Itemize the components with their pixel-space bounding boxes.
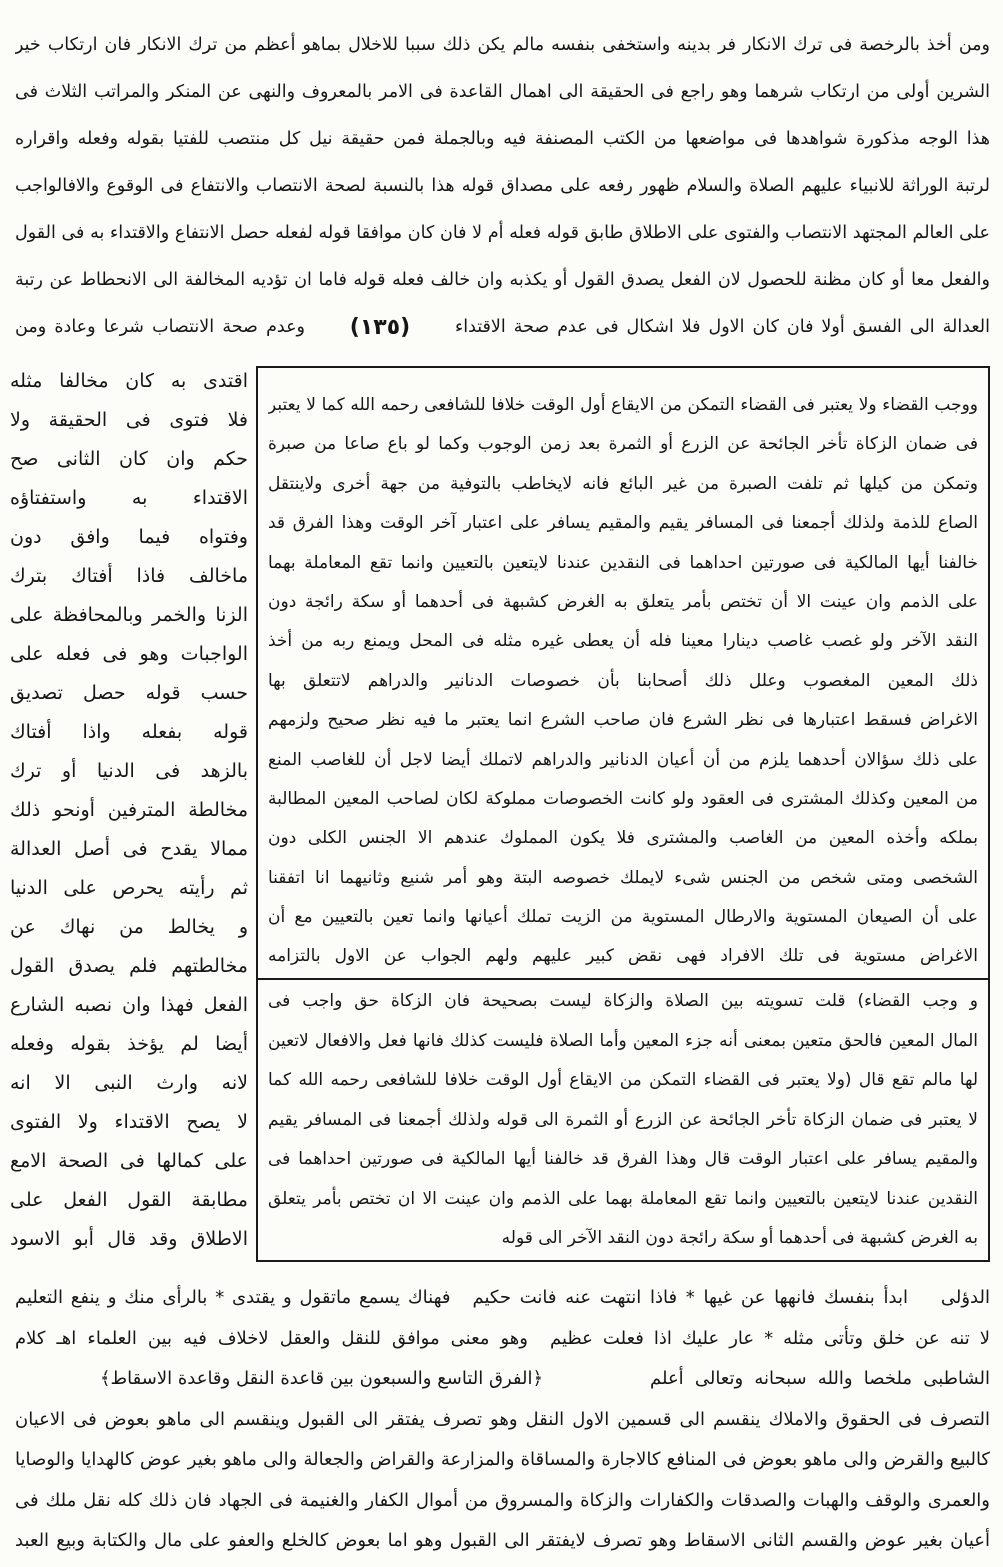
verse-line-1 <box>15 1278 990 1319</box>
verse-line-2 <box>15 1319 990 1360</box>
matn-line: من المعين وكذلك المشترى فى العقود ولو كانت الخصوصات مملوكة لكان لصاحب المعين المطالبة <box>268 788 978 809</box>
side-column-line: فلا فتوى فى الحقيقة ولا <box>10 409 248 431</box>
section-heading-line <box>15 1359 990 1400</box>
commentary-line: النقدين عندنا لايتعين بالتعيين وانما تقع المعاملة بهما على الذمم وان عينت الا ان تختص بأمر يتعلق <box>268 1188 978 1209</box>
verse-followup-text: وهو معنى موافق للنقل والعقل لاخلاف فيه بين العلماء اهـ كلام <box>15 1327 528 1349</box>
side-column-line: بالزهد فى الدنيا أو ترك <box>10 760 248 782</box>
upper-text-line: الشرين أولى من ارتكاب شرهما وهو راجع فى الحقيقة الى اهمال القاعدة فى الامر بالمعروف والنهى عن المنكر والمراتب الثلاث فى <box>15 82 990 102</box>
lower-text-line: والعمرى والوقف والهبات والصدقات والكفارات والزكاة والمسروق من أموال الكفار والغنيمة فى الجهاد فان ذلك كله نقل ملك فى <box>15 1489 990 1511</box>
matn-section <box>258 368 988 980</box>
side-column-line: على كمالها فى الصحة الامع <box>10 1150 248 1172</box>
upper-text-block <box>15 22 990 351</box>
side-column-line: ثم رأيته يحرص على الدنيا <box>10 877 248 899</box>
matn-line: ذلك المعين المغصوب وعلل ذلك أصحابنا بأن خصوصات الدنانير والدراهم لاتتعلق بها <box>268 670 978 691</box>
side-column-line: اقتدى به كان مخالفا مثله <box>10 370 248 392</box>
matn-line: بملكه وأخذه المعين من الغاصب والمشترى فلا يكون المملوك عندهم الا الجنس الكلى دون <box>268 828 978 849</box>
framed-text-box <box>256 366 990 1262</box>
matn-line: على أن الصيعان المستوية والارطال المستوية من الزيت تملك أعيانها وانما تعين بالتعيين مع أن <box>268 907 978 928</box>
commentary-line: والمقيم يسافر على اعتبار الوقت قال وهذا الفرق قد خالفنا أيها المالكية فى صورتين احداهما فى <box>268 1149 978 1169</box>
matn-line: فى ضمان الزكاة تأخر الجائحة عن الزرع أو الثمرة بعد زمن الوجوب وكما لو باع صاعا من صبرة <box>268 434 978 455</box>
upper-text-line: لرتبة الوراثة للانبياء عليهم الصلاة والسلام ظهور رفعه على مصداق قوله هذا بالنسبة لصحة الانتصاب والانتفاع فى الوقوع والافالواجب <box>15 176 990 196</box>
upper-text-line: على العالم المجتهد الانتصاب والفتوى على الاطلاق طابق قوله فعله أم لا فان كان موافقا قوله لفعله حصل الانتفاع والاقتداء به فى القول <box>15 223 990 243</box>
page-number-line <box>15 304 990 351</box>
verse-1: ابدأ بنفسك فانهها عن غيها * فاذا انتهت عنه فانت حكيم <box>472 1287 908 1308</box>
page-number: (١٣٥) <box>349 315 411 340</box>
side-column-line: حكم وان كان الثانى صح <box>10 448 248 470</box>
commentary-line: و وجب القضاء) قلت تسويته بين الصلاة والزكاة ليست بصحيحة فان الزكاة حق واجب فى <box>268 991 978 1011</box>
upper-text-lines <box>15 22 990 304</box>
side-column-line: ماخالف فاذا أفتاك بترك <box>10 565 248 587</box>
upper-text-line: والفعل معا أو كان مظنة للحصول لان الفعل يصدق القول أو يكذبه وان خالف فعله قوله فاما ان تؤديه المخالفة الى الانحطاط عن رتبة <box>15 270 990 290</box>
side-column-line: و يخالط من نهاك عن <box>10 916 248 938</box>
commentary-line: به الغرض كشبهة فى أحدهما أو سكة رائجة دون النقد الآخر الى قوله <box>501 1228 978 1248</box>
side-column-line: قوله بفعله واذا أفتاك <box>10 721 248 743</box>
matn-line: على ذلك سؤالان أحدهما يلزم من أن أعيان الدنانير والدراهم لاتملك أيضا لاجل أن للغاصب المنع <box>268 749 978 770</box>
commentary-section <box>258 980 988 1260</box>
side-column-line: وفتواه فيما وافق دون <box>10 526 248 548</box>
verse-attribution: الدؤلى <box>940 1287 990 1308</box>
matn-line: وتمكن من كيلها ثم تلفت الصبرة من غير البائع فانه لايخاطب بالتوفية من جهة أخرى ولاينتقل <box>268 473 978 494</box>
upper-text-line: هذا الوجه مذكورة شواهدها فى مواضعها من الكتب المصنفة فيه وبالجملة فمن حقيقة نيل كل منتصب للفتيا بقوله وفعله واقراره <box>15 129 990 149</box>
side-column-line: لا يصح الاقتداء ولا الفتوى <box>10 1111 248 1133</box>
side-column-line: الفعل فهذا وان نصبه الشارع <box>10 994 248 1016</box>
side-column-line: أيضا لم يؤخذ بقوله وفعله <box>10 1033 248 1055</box>
matn-line: خالفنا أيها المالكية فى صورتين احداهما فى النقدين عندنا لايتعين بالتعيين وانما تقع المعاملة بهما <box>268 552 978 573</box>
side-column <box>10 362 248 1259</box>
closing-text: الشاطبى ملخصا والله سبحانه وتعالى أعلم <box>650 1368 990 1389</box>
side-column-line: الزنا والخمر وبالمحافظة على <box>10 604 248 626</box>
matn-line: الشخصى ومتى شخص من الجنس شىء لايملك خصوصه البتة وهو أمر شنيع وثانيهما انا اتفقنا <box>268 867 978 888</box>
commentary-line: لها مالم تقع قال (ولا يعتبر فى القضاء التمكن من الايقاع أول الوقت خلافا للشافعى رحمه الله كما <box>268 1070 978 1090</box>
lower-text-line: التصرف فى الحقوق والاملاك ينقسم الى قسمين الاول النقل وهو تصرف يفتقر الى القبول وينقسم الى ماهو بعوض فى الاعيان <box>15 1408 990 1430</box>
side-column-line: الواجبات وهو فى فعله على <box>10 643 248 665</box>
lower-text-line: أعيان بغير عوض والقسم الثانى الاسقاط وهو تصرف لايفتقر الى القبول وهو اما بعوض كالخلع والعفو على مال والكتابة وبيع العبد <box>15 1530 990 1551</box>
verse-3: لا تنه عن خلق وتأتى مثله * عار عليك اذا فعلت عظيم <box>550 1327 990 1349</box>
side-column-line: مطابقة القول الفعل على <box>10 1189 248 1211</box>
side-column-line: مخالطتهم فلم يصدق القول <box>10 955 248 977</box>
matn-line: الصاع للذمة ولذلك أجمعنا فى المسافر يقيم والمقيم يسافر على اعتبار آخر الوقت وهذا الفرق قد <box>268 513 978 534</box>
matn-line: الاغراض فسقط اعتبارها فى نظر الشرع فان صاحب الشرع انما يعتبر ما فيه نظر صحيح ولزمهم <box>268 710 978 731</box>
side-column-line: حسب قوله حصل تصديق <box>10 682 248 704</box>
matn-line: ووجب القضاء ولا يعتبر فى القضاء التمكن من الايقاع أول الوقت خلافا للشافعى رحمه الله كما لا يعتبر <box>268 395 978 415</box>
side-column-line: مخالطة المترفين أونحو ذلك <box>10 799 248 821</box>
commentary-line: المال المعين فالحق متعين بمعنى أنه جزء المعين وأما الصلاة فليست كذلك فانها فعل والافعال لاتعين <box>268 1030 978 1051</box>
lower-text-block <box>15 1278 990 1562</box>
section-heading: ﴿الفرق التاسع والسبعون بين قاعدة النقل وقاعدة الاسقاط﴾ <box>99 1368 544 1389</box>
upper-text-line-left: وعدم صحة الانتصاب شرعا وعادة ومن <box>15 317 305 337</box>
side-column-line: الاطلاق وقد قال أبو الاسود <box>10 1228 248 1250</box>
lower-text-line: كالبيع والقرض والى ماهو بعوض فى المنافع كالاجارة والمساقاة والمزارعة والقراض والجعالة والى ماهو بغير عوض كالهدايا والوصايا <box>15 1449 990 1470</box>
commentary-line: لا يعتبر فى ضمان الزكاة تأخر الجائحة عن الزرع أو الثمرة الى قوله ولذلك أجمعنا فى المسافر يقيم <box>268 1109 978 1130</box>
matn-line: على الذمم وان عينت الا أن تختص بأمر يتعلق به الغرض كشبهة فى أحدهما أو سكة رائجة دون <box>268 591 978 612</box>
upper-text-line: ومن أخذ بالرخصة فى ترك الانكار فر بدينه واستخفى بنفسه مالم يكن ذلك سببا للاخلال بماهو أعظم من ترك الانكار فان ارتكاب خير <box>15 35 990 55</box>
matn-line: الاغراض مستوية فى تلك الافراد فهى نقض كبير عليهم ولهم الجواب عن الاول بالتزامه <box>268 946 978 967</box>
side-column-line: ممالا يقدح فى أصل العدالة <box>10 838 248 860</box>
verse-2: فهناك يسمع ماتقول و يقتدى * بالرأى منك و ينفع التعليم <box>15 1287 451 1308</box>
lower-text-lines <box>15 1400 990 1562</box>
side-column-line: لانه وارث النبى الا انه <box>10 1072 248 1094</box>
side-column-line: الاقتداء به واستفتاؤه <box>10 487 248 509</box>
matn-line: النقد الآخر ولو غصب غاصب دينارا معينا فله أن يعطى غيره مثله فى المحل ويمنع ربه من أخذ <box>268 631 978 652</box>
upper-text-line-right: العدالة الى الفسق أولا فان كان الاول فلا اشكال فى عدم صحة الاقتداء <box>455 317 990 337</box>
